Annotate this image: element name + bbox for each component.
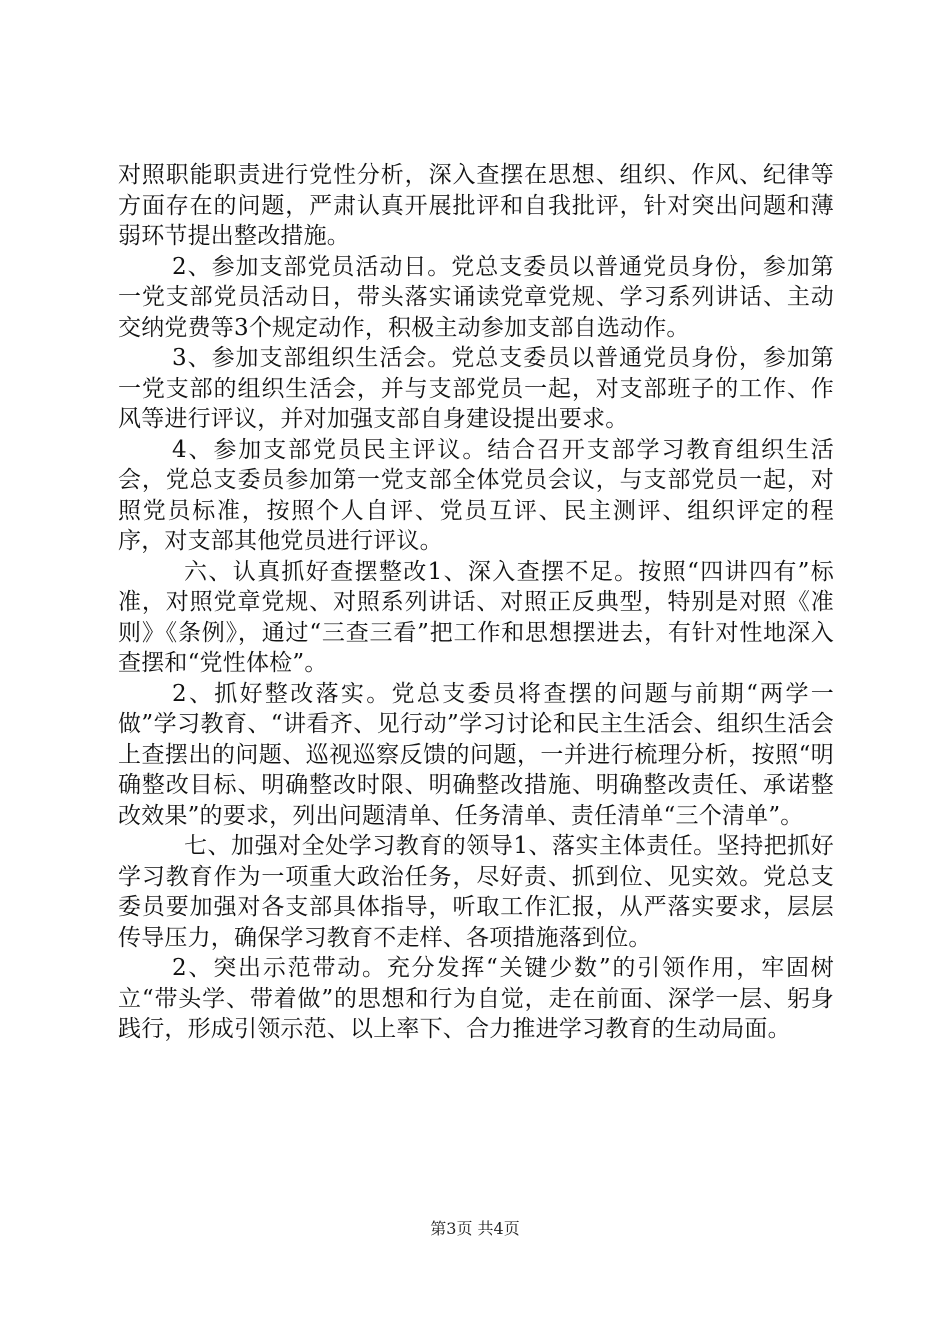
paragraph-5: 六、认真抓好查摆整改1、深入查摆不足。按照“四讲四有”标准，对照党章党规、对照系列讲话、对照正反典型，特别是对照《准则》《条例》，通过“三查三看”把工作和思想摆进去，有针对性地深入查摆和“党性体检”。	[118, 558, 834, 676]
page-number-footer: 第3页 共4页	[430, 1219, 520, 1238]
paragraph-6: 2、抓好整改落实。党总支委员将查摆的问题与前期“两学一做”学习教育、“讲看齐、见行动”学习讨论和民主生活会、组织生活会上查摆出的问题、巡视巡察反馈的问题，一并进行梳理分析，按照“明确整改目标、明确整改时限、明确整改措施、明确整改责任、承诺整改效果”的要求，列出问题清单、任务清单、责任清单“三个清单”。	[118, 680, 834, 829]
paragraph-1: 对照职能职责进行党性分析，深入查摆在思想、组织、作风、纪律等方面存在的问题，严肃认真开展批评和自我批评，针对突出问题和薄弱环节提出整改措施。	[118, 162, 834, 249]
paragraph-8: 2、突出示范带动。充分发挥“关键少数”的引领作用，牢固树立“带头学、带着做”的思想和行为自觉，走在前面、深学一层、躬身践行，形成引领示范、以上率下、合力推进学习教育的生动局面。	[118, 955, 834, 1042]
paragraph-7: 七、加强对全处学习教育的领导1、落实主体责任。坚持把抓好学习教育作为一项重大政治任务，尽好责、抓到位、见实效。党总支委员要加强对各支部具体指导，听取工作汇报，从严落实要求，层层传导压力，确保学习教育不走样、各项措施落到位。	[118, 833, 834, 951]
paragraph-2: 2、参加支部党员活动日。党总支委员以普通党员身份，参加第一党支部党员活动日，带头落实诵读党章党规、学习系列讲话、主动交纳党费等3个规定动作，积极主动参加支部自选动作。	[118, 253, 834, 341]
paragraph-3: 3、参加支部组织生活会。党总支委员以普通党员身份，参加第一党支部的组织生活会，并与支部党员一起，对支部班子的工作、作风等进行评议，并对加强支部自身建设提出要求。	[118, 345, 834, 432]
paragraph-4: 4、参加支部党员民主评议。结合召开支部学习教育组织生活会，党总支委员参加第一党支部全体党员会议，与支部党员一起，对照党员标准，按照个人自评、党员互评、民主测评、组织评定的程序，对支部其他党员进行评议。	[118, 436, 834, 554]
document-body	[118, 160, 834, 1045]
